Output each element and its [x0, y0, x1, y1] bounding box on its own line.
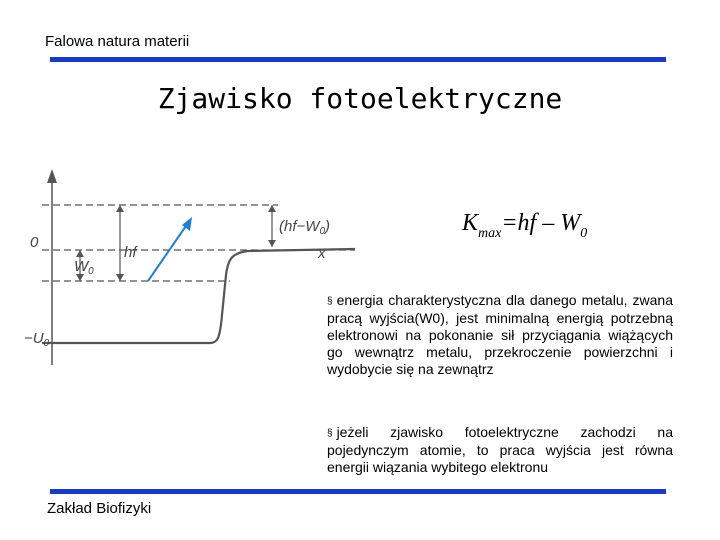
footer-text: Zakład Biofizyki: [47, 500, 152, 517]
header-title: Falowa natura materii: [45, 33, 190, 50]
label-w0: $W_0$: [74, 258, 94, 277]
label-hf-minus-w0: $(hf-W_0)$: [279, 218, 330, 237]
potential-well-curve: [42, 249, 355, 343]
slide-title: Zjawisko fotoelektryczne: [157, 82, 563, 115]
energy-axis-arrowhead: [47, 169, 57, 183]
photoelectric-equation: $K_{max}=hf - W_0$: [462, 210, 588, 241]
label-hf: hf: [124, 244, 137, 261]
top-divider: [50, 57, 666, 62]
electron-arrow: [148, 223, 188, 281]
bottom-divider: [50, 489, 666, 494]
photoelectric-energy-diagram: [20, 165, 360, 370]
bullet-marker: §: [327, 296, 333, 307]
label-zero: 0: [30, 234, 39, 251]
bullet-work-function: § energia charakterystyczna dla danego metalu, zwana pracą wyjścia(W0), jest minimalną energią potrzebną elektronowi na pokonanie sił przyciągania wiążących go wewnątrz metalu, przekroczenie powierzchni i wydobycie się na zewnątrz: [327, 292, 673, 377]
bullet-single-atom: § jeżeli zjawisko fotoelektryczne zachodzi na pojedynczym atomie, to praca wyjścia jest równa energii wiązania wybitego elektronu: [327, 424, 673, 475]
label-minus-u0: $-U_0$: [24, 330, 50, 349]
bullet-marker: §: [327, 428, 333, 439]
label-x: x: [318, 245, 326, 262]
